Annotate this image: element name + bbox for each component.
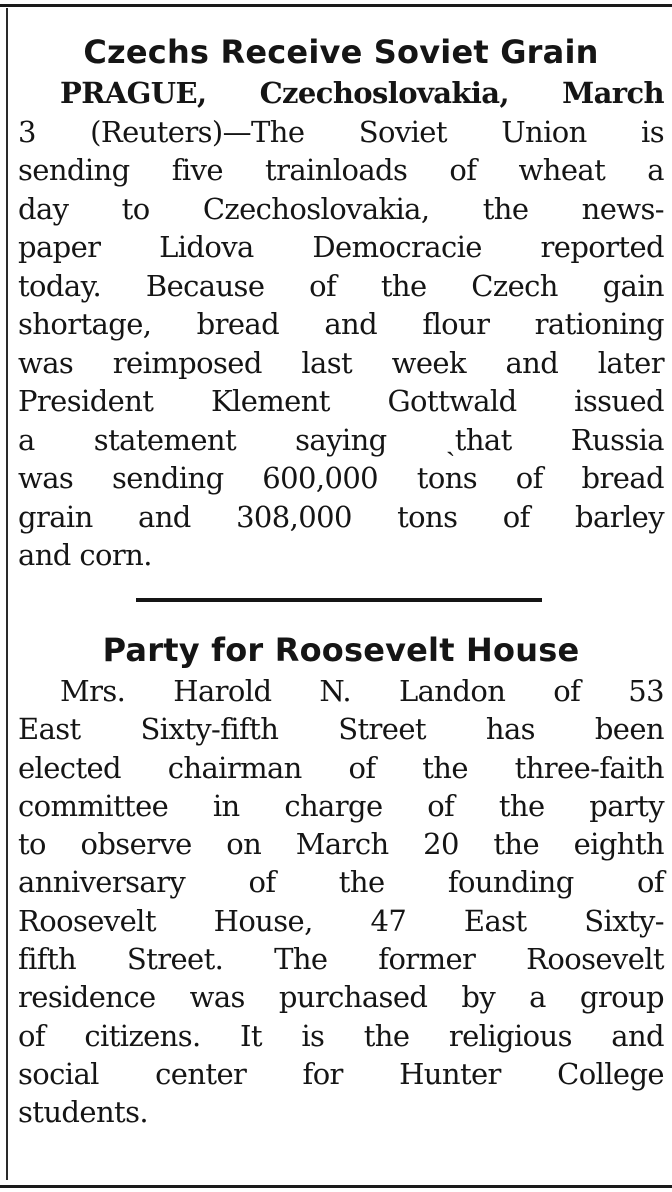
article-line: fifth Street. The former Roosevelt [18, 942, 664, 977]
article-line: shortage, bread and flour rationing [18, 307, 664, 341]
article-line: Roosevelt House, 47 East Sixty- [18, 903, 664, 938]
article-body [18, 74, 664, 575]
article-line: elected chairman of the three-faith [18, 750, 664, 785]
article-line: 3 (Reuters)—The Soviet Union is [18, 114, 664, 149]
article-headline: Party for Roosevelt House [102, 631, 580, 669]
article-czechs-grain [18, 30, 664, 575]
article-line: residence was purchased by a group [18, 980, 664, 1015]
article-headline: Czechs Receive Soviet Grain [83, 33, 599, 71]
article-line: paper Lidova Democracie reported [18, 230, 664, 264]
article-line: President Klement Gottwald issued [18, 384, 664, 418]
article-line: of citizens. It is the religious and [18, 1018, 664, 1053]
article-line: sending five trainloads of wheat a [18, 153, 664, 187]
article-line: and corn. [18, 538, 152, 572]
article-line: PRAGUE, Czechoslovakia, March [60, 76, 664, 110]
article-roosevelt-house [18, 628, 664, 1132]
article-line: to observe on March 20 the eighth [18, 827, 664, 862]
article-line: a statement saying ˎthat Russia [18, 422, 664, 457]
article-divider [136, 598, 542, 602]
article-line: social center for Hunter College [18, 1056, 664, 1091]
article-body [18, 672, 664, 1132]
article-line: East Sixty-fifth Street has been [18, 712, 664, 747]
article-line: day to Czechoslovakia, the news- [18, 191, 664, 226]
article-line: anniversary of the founding of [18, 865, 664, 900]
article-line: grain and 308,000 tons of barley [18, 499, 664, 534]
article-line: was sending 600,000 tons of bread [18, 461, 664, 495]
article-line: committee in charge of the party [18, 788, 664, 823]
left-column-rule [6, 8, 8, 1180]
article-line: was reimposed last week and later [18, 345, 664, 380]
article-line: today. Because of the Czech gain [18, 268, 664, 303]
bottom-column-rule [0, 1185, 672, 1188]
article-line: students. [18, 1095, 148, 1130]
article-line: Mrs. Harold N. Landon of 53 [60, 674, 664, 708]
top-column-rule [0, 4, 672, 7]
